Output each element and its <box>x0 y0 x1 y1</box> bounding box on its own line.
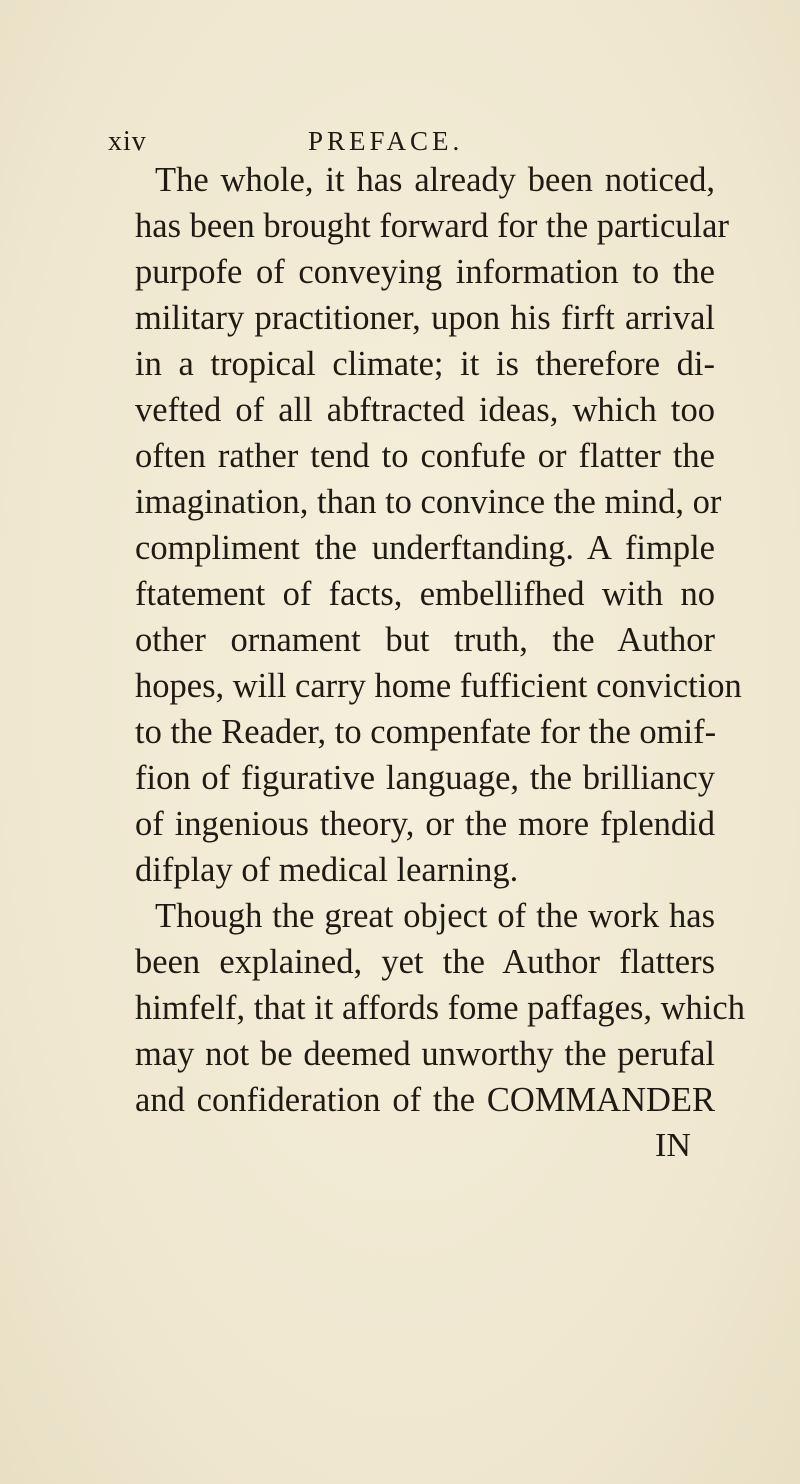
running-title: PREFACE. <box>308 126 464 156</box>
text-line: been explained, yet the Author flatters <box>135 943 715 981</box>
text-line: military practitioner, upon his firft arrival <box>135 299 715 337</box>
text-line: in a tropical climate; it is therefore di- <box>135 345 715 383</box>
text-line: himfelf, that it affords fome paffages, which <box>135 989 745 1027</box>
text-line: may not be deemed unworthy the perufal <box>135 1035 715 1073</box>
text-line: ftatement of facts, embellifhed with no <box>135 575 715 613</box>
catchword: IN <box>655 1127 691 1164</box>
text-line: The whole, it has already been noticed, <box>155 161 715 199</box>
text-line: hopes, will carry home fufficient conviction <box>135 667 742 705</box>
text-line: difplay of medical learning. <box>135 851 519 889</box>
text-line: purpofe of conveying information to the <box>135 253 715 291</box>
text-line: often rather tend to confufe or flatter the <box>135 437 715 475</box>
text-line: of ingenious theory, or the more fplendid <box>135 805 715 843</box>
text-line: compliment the underftanding. A fimple <box>135 529 715 567</box>
text-line: other ornament but truth, the Author <box>135 621 715 659</box>
text-line: Though the great object of the work has <box>155 897 715 935</box>
text-line: and confideration of the COMMANDER <box>135 1081 715 1119</box>
text-line: has been brought forward for the particular <box>135 207 729 245</box>
text-line: fion of figurative language, the brilliancy <box>135 759 715 797</box>
page-number: xiv <box>108 126 147 157</box>
text-line: vefted of all abftracted ideas, which too <box>135 391 715 429</box>
text-line: imagination, than to convince the mind, or <box>135 483 722 521</box>
text-line: to the Reader, to compenfate for the omif- <box>135 713 717 751</box>
